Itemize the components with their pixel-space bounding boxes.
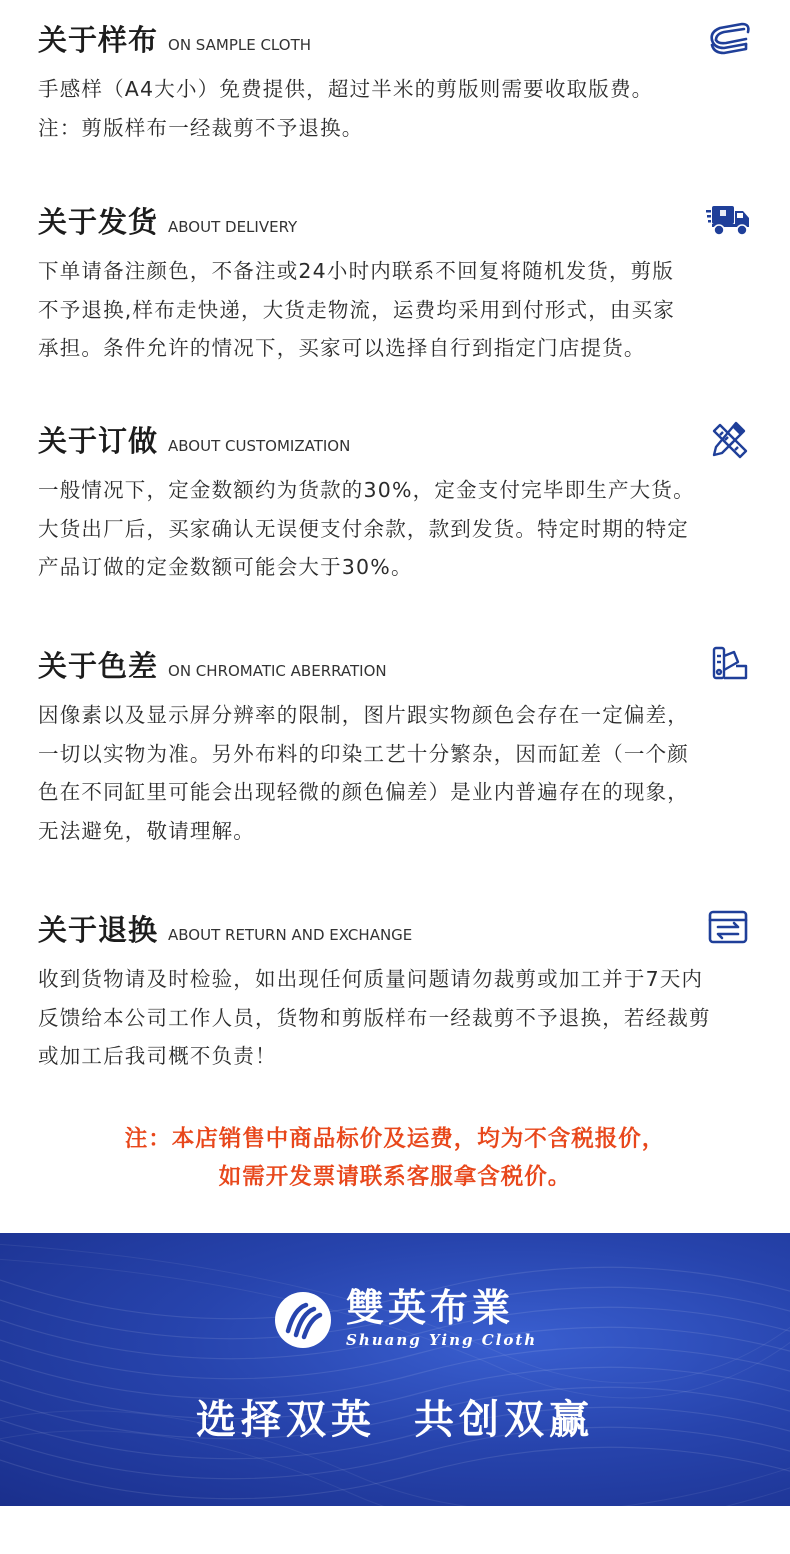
section-header (38, 202, 758, 242)
pencil-ruler-icon (706, 419, 752, 459)
body-line: 一般情况下，定金数额约为货款的30%，定金支付完毕即生产大货。 (38, 478, 695, 502)
body-line: 手感样（A4大小）免费提供，超过半米的剪版则需要收取版费。 (38, 77, 654, 101)
section-body (38, 471, 758, 587)
slogan (0, 1388, 790, 1445)
section-title: 关于发货 (38, 205, 159, 239)
body-line: 注：剪版样布一经裁剪不予退换。 (38, 115, 364, 140)
section-title: 关于退换 (38, 913, 159, 947)
body-line: 下单请备注颜色，不备注或24小时内联系不回复将随机发货，剪版 (38, 259, 675, 283)
section-chromatic-aberration (38, 646, 758, 850)
body-line: 因像素以及显示屏分辨率的限制，图片跟实物颜色会存在一定偏差， (38, 703, 689, 727)
section-subtitle: ON CHROMATIC ABERRATION (168, 662, 387, 680)
section-customization (38, 421, 758, 587)
return-box-icon (706, 908, 752, 948)
section-subtitle: ON SAMPLE CLOTH (168, 36, 312, 54)
brand-logo-mark-icon (272, 1289, 334, 1351)
section-sample-cloth (38, 20, 758, 147)
brand-name-en: Shuang Ying Cloth (346, 1331, 538, 1349)
section-body (38, 960, 758, 1076)
brand-name-cn: 雙英布業 (346, 1285, 515, 1330)
body-line: 色在不同缸里可能会出现轻微的颜色偏差）是业内普遍存在的现象， (38, 780, 689, 804)
body-line: 或加工后我司概不负责！ (38, 1044, 277, 1068)
color-swatch-icon (706, 644, 752, 684)
slogan-right: 共创双赢 (414, 1396, 594, 1443)
delivery-truck-icon (706, 200, 752, 240)
section-title: 关于色差 (38, 649, 159, 683)
wave-background (0, 1233, 790, 1506)
body-line: 不予退换,样布走快递，大货走物流，运费均采用到付形式，由买家 (38, 297, 676, 322)
section-body (38, 252, 758, 368)
body-line: 承担。条件允许的情况下，买家可以选择自行到指定门店提货。 (38, 336, 646, 360)
section-header (38, 910, 758, 950)
body-line: 产品订做的定金数额可能会大于30%。 (38, 555, 413, 579)
section-title: 关于样布 (38, 23, 159, 57)
body-line: 一切以实物为准。另外布料的印染工艺十分繁杂，因而缸差（一个颜 (38, 741, 689, 766)
section-header (38, 646, 758, 686)
body-line: 无法避免，敬请理解。 (38, 818, 255, 843)
body-line: 反馈给本公司工作人员，货物和剪版样布一经裁剪不予退换，若经裁剪 (38, 1005, 711, 1030)
section-return-exchange (38, 910, 758, 1076)
section-header (38, 20, 758, 60)
section-subtitle: ABOUT RETURN AND EXCHANGE (168, 926, 413, 944)
section-title: 关于订做 (38, 424, 159, 458)
section-body (38, 696, 758, 850)
body-line: 大货出厂后，买家确认无误便支付余款，款到发货。特定时期的特定 (38, 516, 689, 541)
body-line: 收到货物请及时检验，如出现任何质量问题请勿裁剪或加工并于7天内 (38, 967, 704, 991)
section-body (38, 70, 758, 147)
section-header (38, 421, 758, 461)
section-subtitle: ABOUT DELIVERY (168, 218, 298, 236)
slogan-left: 选择双英 (196, 1396, 376, 1443)
brand-banner (0, 1233, 790, 1506)
brand-logo (0, 1283, 790, 1363)
tax-note-line: 注：本店销售中商品标价及运费，均为不含税报价， (124, 1126, 666, 1152)
section-delivery (38, 202, 758, 368)
section-subtitle: ABOUT CUSTOMIZATION (168, 437, 351, 455)
fabric-stack-icon (706, 18, 752, 58)
tax-note (0, 1120, 790, 1196)
tax-note-line: 如需开发票请联系客服拿含税价。 (218, 1164, 572, 1190)
